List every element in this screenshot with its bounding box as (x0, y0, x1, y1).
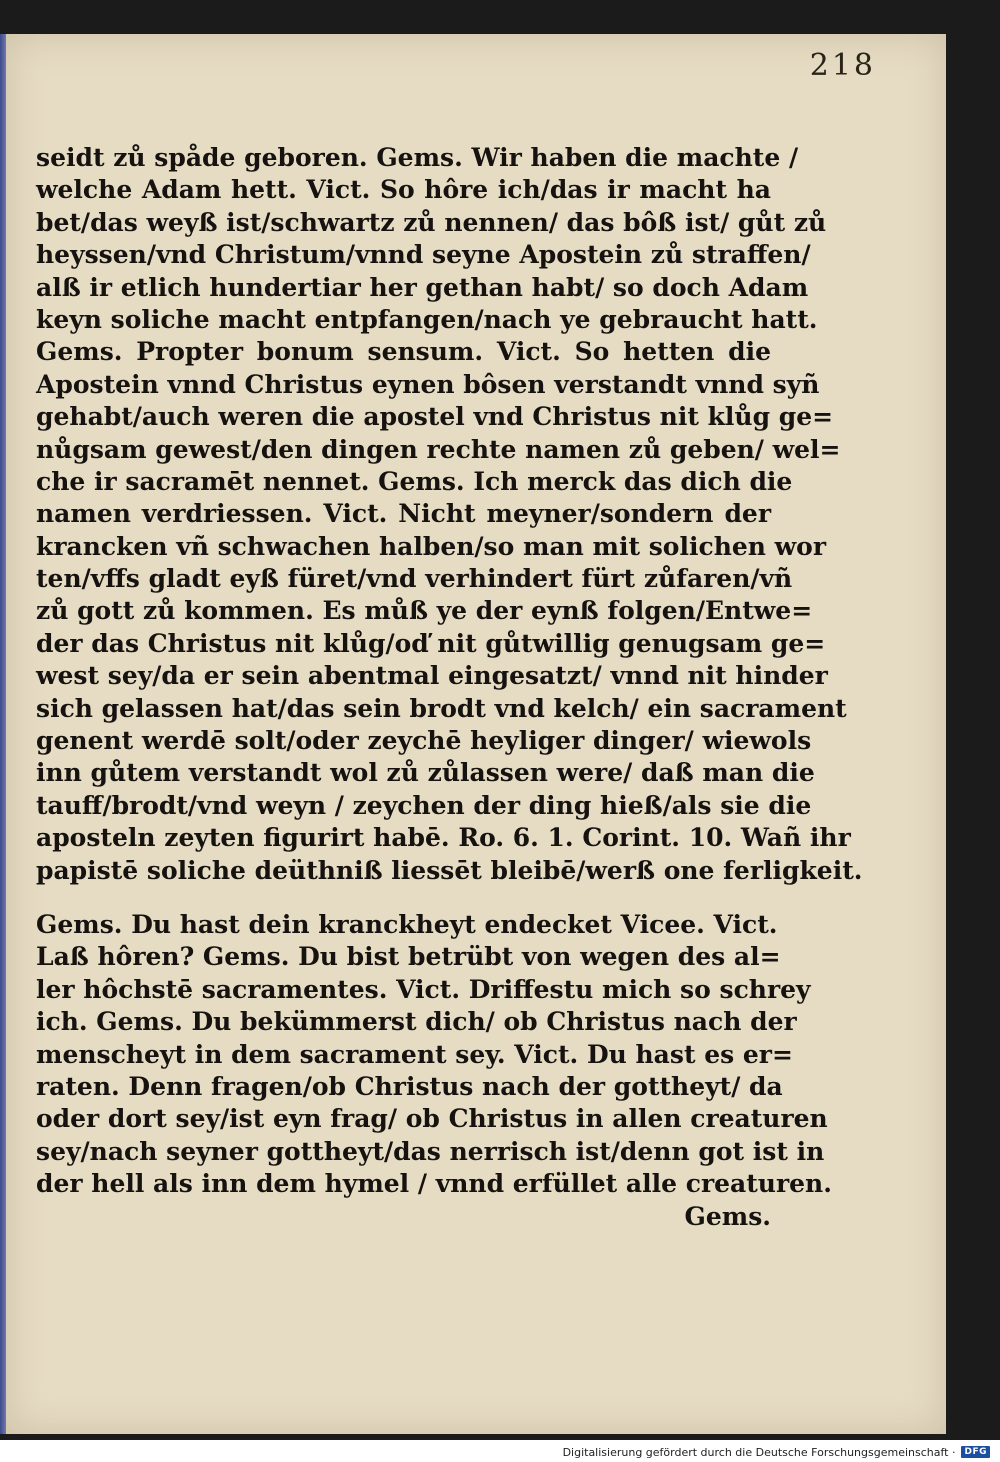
text-line: west sey/da er sein abentmal eingesatzt/ vnnd nit hinder (36, 661, 828, 691)
text-line: Gems. Du hast dein kranckheyt endecket Vicee. Vict. (36, 909, 778, 939)
text-block (36, 142, 863, 1233)
dfg-logo: DFG (961, 1446, 990, 1458)
text-line: oder dort sey/ist eyn frag/ ob Christus in allen creaturen (36, 1104, 828, 1134)
paragraph-2 (36, 909, 832, 1233)
text-line: genent werdē solt/oder zeychē heyliger dinger/ wiewols (36, 726, 812, 756)
text-line: raten. Denn fragen/ob Christus nach der gottheyt/ da (36, 1071, 783, 1101)
text-line: Laß hôren? Gems. Du bist betrübt von wegen des al= (36, 942, 781, 972)
text-line: seidt zů spåde geboren. Gems. Wir haben die machte / (36, 143, 799, 172)
text-line: zů gott zů kommen. Es můß ye der eynß folgen/Entwe= (36, 596, 813, 626)
text-line: namen verdriessen. Vict. Nicht meyner/sondern der (36, 499, 771, 529)
text-line: Gems. Propter bonum sensum. Vict. So hetten die (36, 337, 771, 367)
text-line: inn gůtem verstandt wol zů zůlassen were/ daß man die (36, 758, 815, 788)
text-line: der hell als inn dem hymel / vnnd erfüllet alle creaturen. (36, 1169, 832, 1199)
text-line: papistē soliche deüthniß liessēt bleibē/werß one ferligkeit. (36, 855, 863, 885)
text-line: nůgsam gewest/den dingen rechte namen zů geben/ wel= (36, 434, 841, 464)
text-line: krancken vñ schwachen halben/so man mit solichen wor (36, 531, 827, 561)
text-line: ler hôchstē sacramentes. Vict. Driffestu mich so schrey (36, 974, 811, 1004)
text-line: aposteln zeyten figurirt habē. Ro. 6. 1. Corint. 10. Wañ ihr (36, 823, 851, 853)
funding-notice: Digitalisierung gefördert durch die Deutsche Forschungsgemeinschaft · (562, 1445, 956, 1459)
text-line: ich. Gems. Du bekümmerst dich/ ob Christus nach der (36, 1007, 797, 1037)
text-line: gehabt/auch weren die apostel vnd Christus nit klůg ge= (36, 402, 834, 432)
folio-number: 218 (809, 48, 876, 83)
text-line: der das Christus nit klůg/oď nit gůtwillig genugsam ge= (36, 628, 826, 658)
text-line: ten/vffs gladt eyß füret/vnd verhindert fürt zůfaren/vñ (36, 564, 793, 594)
text-line: sich gelassen hat/das sein brodt vnd kelch/ ein sacrament (36, 693, 847, 723)
text-line: welche Adam hett. Vict. So hôre ich/das ir macht ha (36, 175, 771, 205)
text-line: sey/nach seyner gottheyt/das nerrisch ist/denn got ist in (36, 1136, 825, 1166)
text-line: bet/das weyß ist/schwartz zů nennen/ das bôß ist/ gůt zů (36, 207, 827, 237)
text-line: menscheyt in dem sacrament sey. Vict. Du hast es er= (36, 1039, 793, 1069)
book-page (6, 34, 946, 1434)
text-line: heyssen/vnd Christum/vnnd seyne Apostein zů straffen/ (36, 240, 811, 270)
text-line: keyn soliche macht entpfangen/nach ye gebraucht hatt. (36, 304, 818, 334)
catchword: Gems. (684, 1201, 771, 1231)
text-line: che ir sacramēt nennet. Gems. Ich merck das dich die (36, 466, 793, 496)
paragraph-1 (36, 142, 863, 887)
text-line: alß ir etlich hundertiar her gethan habt/ so doch Adam (36, 272, 809, 302)
text-line: tauff/brodt/vnd weyn / zeychen der ding hieß/als sie die (36, 790, 812, 820)
text-line: Apostein vnnd Christus eynen bôsen verstandt vnnd syñ (36, 369, 820, 399)
footer-credit (563, 1444, 990, 1460)
